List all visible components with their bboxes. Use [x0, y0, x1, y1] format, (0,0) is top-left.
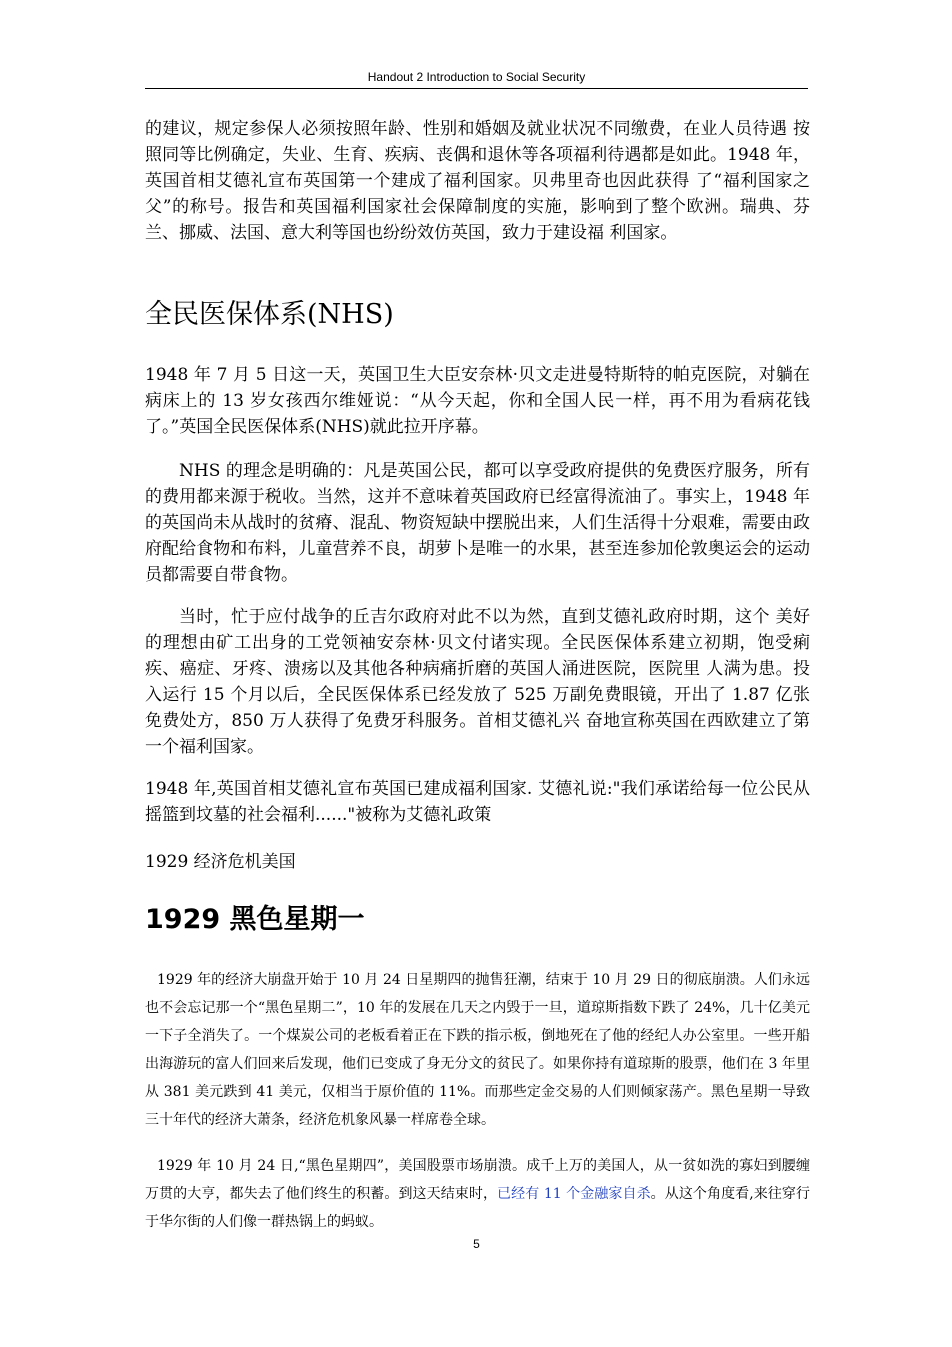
financier-suicide-link[interactable]: 已经有 11 个金融家自杀	[497, 1186, 651, 1202]
section-heading-black-monday: 1929 黑色星期一	[145, 904, 365, 935]
nhs-paragraph-3: 当时，忙于应付战争的丘吉尔政府对此不以为然，直到艾德礼政府时期，这个 美好的理想由矿工出身的工党领袖安奈林·贝文付诸实现。全民医保体系建立初期，饱受痢疾、癌症、牙疼、溃疡以及其他各种病痛折磨的英国人涌进医院，医院里 人满为患。投入运行 15 个月以后，全民医保体系已经发放了 525 万副免费眼镜，开出了 1.87 亿张免费处方，850 万人获得了免费牙科服务。首相艾德礼兴 奋地宣称英国在西欧建立了第一个福利国家。	[145, 607, 810, 757]
section-heading-nhs: 全民医保体系(NHS)	[145, 299, 394, 330]
nhs-paragraph-2: NHS 的理念是明确的：凡是英国公民，都可以享受政府提供的免费医疗服务，所有的费用都来源于税收。当然，这并不意味着英国政府已经富得流油了。事实上，1948 年的英国尚未从战时的贫瘠、混乱、物资短缺中摆脱出来，人们生活得十分艰难，需要由政府配给食物和布料，儿童营养不良，胡萝卜是唯一的水果，甚至连参加伦敦奥运会的运动员都需要自带食物。	[145, 461, 810, 585]
black-monday-text-start: 1929 年 10 月 24 日,“黑色星期四”，美国股票市场崩溃。成千上万的美国人，从一贫如洗的寡妇到腰缠万贯的大亨，都失去了他们终生的积蓄。到这天结束时，	[145, 1158, 810, 1202]
black-monday-paragraph-2	[145, 1152, 810, 1236]
nhs-paragraph-4: 1948 年,英国首相艾德礼宣布英国已建成福利国家. 艾德礼说:"我们承诺给每一位公民从摇篮到坟墓的社会福利......"被称为艾德礼政策	[145, 779, 810, 825]
page-header: Handout 2 Introduction to Social Security	[145, 68, 808, 89]
crisis-line: 1929 经济危机美国	[145, 852, 296, 872]
page-number: 5	[473, 1237, 480, 1251]
intro-paragraph: 的建议，规定参保人必须按照年龄、性别和婚姻及就业状况不同缴费，在业人员待遇 按照同等比例确定，失业、生育、疾病、丧偶和退休等各项福利待遇都是如此。1948 年，英国首相艾德礼宣布英国第一个建成了福利国家。贝弗里奇也因此获得 了“福利国家之父”的称号。报告和英国福利国家社会保障制度的实施，影响到了整个欧洲。瑞典、芬兰、挪威、法国、意大利等国也纷纷效仿英国，致力于建设福 利国家。	[145, 119, 810, 243]
nhs-paragraph-1: 1948 年 7 月 5 日这一天，英国卫生大臣安奈林·贝文走进曼特斯特的帕克医院，对躺在病床上的 13 岁女孩西尔维娅说：“从今天起，你和全国人民一样，再不用为看病花钱了。”英国全民医保体系(NHS)就此拉开序幕。	[145, 365, 810, 437]
black-monday-text-end: 。从这个角度看,来往穿行于华尔街的人们像一群热锅上的蚂蚁。	[145, 1186, 811, 1230]
black-monday-paragraph-1: 1929 年的经济大崩盘开始于 10 月 24 日星期四的抛售狂潮，结束于 10 月 29 日的彻底崩溃。人们永远也不会忘记那一个“黑色星期二”，10 年的发展在几天之内毁于一旦，道琼斯指数下跌了 24%，几十亿美元一下子全消失了。一个煤炭公司的老板看着正在下跌的指示板，倒地死在了他的经纪人办公室里。一些开船出海游玩的富人们回来后发现，他们已变成了身无分文的贫民了。如果你持有道琼斯的股票，他们在 3 年里从 381 美元跌到 41 美元，仅相当于原价值的 11%。而那些定金交易的人们则倾家荡产。黑色星期一导致三十年代的经济大萧条，经济危机象风暴一样席卷全球。	[145, 972, 810, 1128]
